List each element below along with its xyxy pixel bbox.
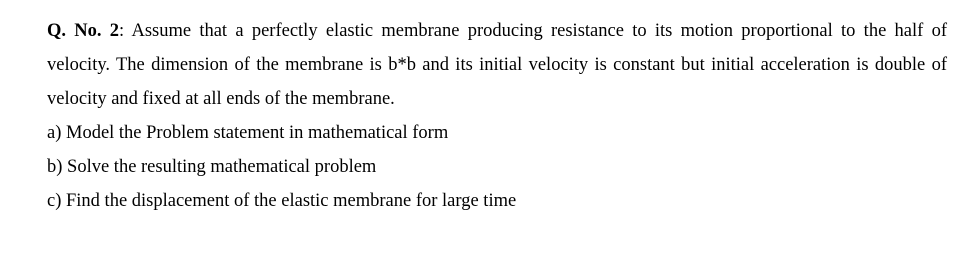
part-c: c) Find the displacement of the elastic membrane for large time (47, 191, 517, 211)
question-block (47, 14, 947, 218)
part-b: b) Solve the resulting mathematical problem (47, 157, 377, 177)
question-separator: : (119, 21, 132, 41)
question-statement (47, 14, 947, 116)
part-a: a) Model the Problem statement in mathematical form (47, 123, 449, 143)
question-text: Assume that a perfectly elastic membrane producing resistance to its motion proportional to the half of velocity. The dimension of the membrane is b*b and its initial velocity is constant but initial acceleration is double of velocity and fixed at all ends of the membrane. (47, 21, 948, 109)
question-number: Q. No. 2 (47, 21, 120, 41)
